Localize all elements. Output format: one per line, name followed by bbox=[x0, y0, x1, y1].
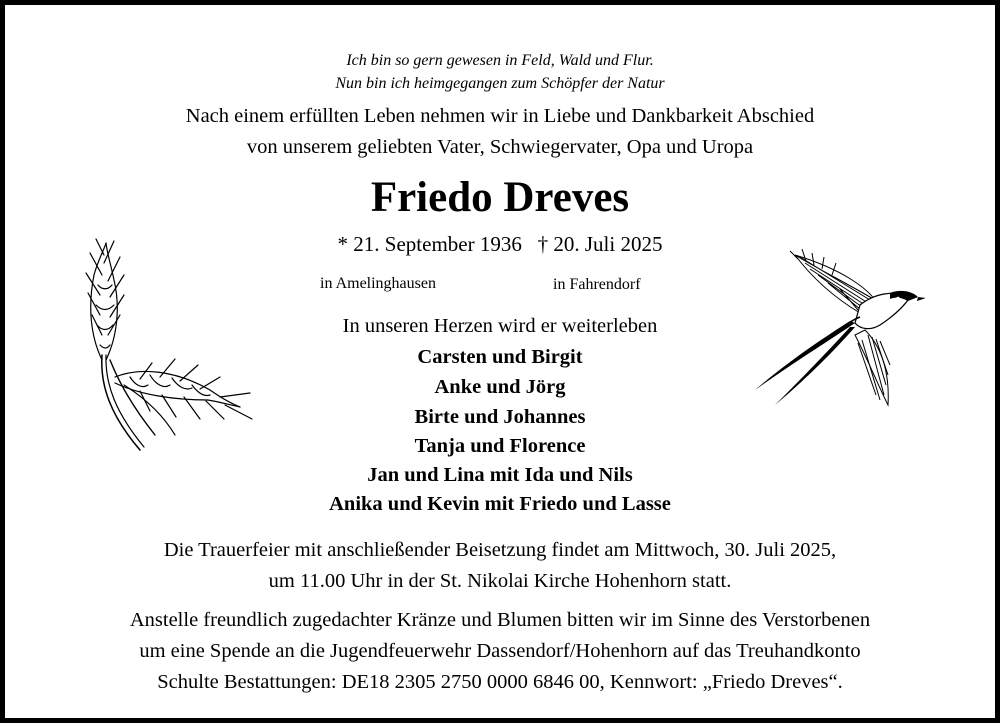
life-dates: * 21. September 1936 † 20. Juli 2025 bbox=[337, 232, 663, 256]
obituary-notice bbox=[5, 5, 995, 718]
motto-line-2: Nun bin ich heimgegangen zum Schöpfer der Natur bbox=[335, 75, 665, 92]
funeral-line-2: um 11.00 Uhr in der St. Nikolai Kirche Hohenhorn statt. bbox=[268, 570, 732, 592]
mourner-entry: Carsten und Birgit bbox=[417, 346, 583, 368]
mourner-entry: Birte und Johannes bbox=[414, 406, 586, 428]
deceased-name: Friedo Dreves bbox=[370, 174, 630, 221]
donation-line-3: Schulte Bestattungen: DE18 2305 2750 0000 6846 00, Kennwort: „Friedo Dreves“. bbox=[157, 671, 843, 693]
intro-line-1: Nach einem erfüllten Leben nehmen wir in Liebe und Dankbarkeit Abschied bbox=[185, 105, 815, 127]
donation-line-1: Anstelle freundlich zugedachter Kränze und Blumen bitten wir im Sinne des Verstorbenen bbox=[129, 609, 871, 631]
motto-line-1: Ich bin so gern gewesen in Feld, Wald und Flur. bbox=[346, 52, 654, 69]
funeral-line-1: Die Trauerfeier mit anschließender Beisetzung findet am Mittwoch, 30. Juli 2025, bbox=[163, 539, 837, 561]
mourner-entry: Anke und Jörg bbox=[434, 376, 566, 398]
donation-line-2: um eine Spende an die Jugendfeuerwehr Dassendorf/Hohenhorn auf das Treuhandkonto bbox=[139, 640, 861, 662]
mourners-intro: In unseren Herzen wird er weiterleben bbox=[342, 315, 658, 337]
mourner-entry: Jan und Lina mit Ida und Nils bbox=[367, 464, 633, 486]
death-place: in Fahrendorf bbox=[553, 276, 641, 293]
swallow-icon bbox=[750, 245, 925, 415]
mourner-entry: Anika und Kevin mit Friedo und Lasse bbox=[329, 493, 671, 515]
intro-line-2: von unserem geliebten Vater, Schwiegervater, Opa und Uropa bbox=[246, 136, 754, 158]
wheat-ears-icon bbox=[80, 235, 255, 455]
birth-place: in Amelinghausen bbox=[320, 275, 436, 292]
mourner-entry: Tanja und Florence bbox=[414, 435, 586, 457]
